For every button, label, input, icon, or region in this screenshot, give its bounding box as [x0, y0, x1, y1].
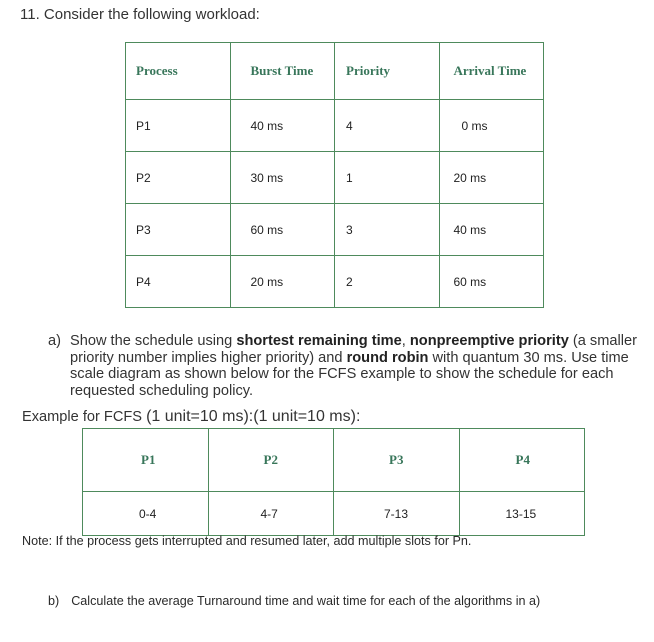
table-row: [126, 152, 544, 204]
example-unit-text: (1 unit=10 ms):(1 unit=10 ms):: [146, 408, 361, 425]
part-a-text-2: ,: [401, 333, 410, 349]
part-a-bold-srt: shortest remaining time: [236, 333, 402, 349]
cell-arrival: 60 ms: [439, 256, 544, 308]
part-a-question: [48, 333, 648, 399]
fcfs-range-row: [83, 492, 585, 536]
cell-burst: 60 ms: [230, 204, 335, 256]
part-a-text: [70, 333, 648, 399]
cell-process: P3: [126, 204, 231, 256]
cell-arrival: 40 ms: [439, 204, 544, 256]
header-process: Process: [126, 43, 231, 100]
fcfs-process-row: [83, 429, 585, 492]
cell-priority: 3: [335, 204, 440, 256]
table-header-row: [126, 43, 544, 100]
fcfs-range-cell: 7-13: [334, 492, 460, 536]
table-row: [126, 204, 544, 256]
cell-process: P1: [126, 100, 231, 152]
note-text: Note: If the process gets interrupted and resumed later, add multiple slots for Pn.: [22, 534, 472, 548]
cell-priority: 1: [335, 152, 440, 204]
part-a-label: a): [48, 333, 61, 349]
fcfs-range-cell: 0-4: [83, 492, 209, 536]
part-a-text-1: Show the schedule using: [70, 333, 237, 349]
cell-priority: 4: [335, 100, 440, 152]
cell-process: P2: [126, 152, 231, 204]
part-a-text-3: (a smaller priority number implies higher priority) and: [70, 333, 637, 366]
part-a-text-4: with quantum 30 ms. Use time scale diagram as shown below for the FCFS example to show the schedule for each requested scheduling policy.: [70, 349, 629, 399]
fcfs-process-cell: P1: [83, 429, 209, 492]
table-row: [126, 256, 544, 308]
example-caption: [22, 408, 360, 426]
fcfs-process-cell: P3: [334, 429, 460, 492]
part-b-label: b): [48, 594, 60, 608]
cell-arrival: 20 ms: [439, 152, 544, 204]
part-a-bold-priority: nonpreemptive priority: [409, 333, 569, 349]
fcfs-process-cell: P2: [208, 429, 334, 492]
fcfs-range-cell: 4-7: [208, 492, 334, 536]
table-row: [126, 100, 544, 152]
fcfs-process-cell: P4: [459, 429, 585, 492]
fcfs-schedule-table: [82, 428, 585, 536]
part-a-bold-rr: round robin: [346, 349, 429, 366]
workload-table: [125, 42, 544, 308]
cell-arrival: 0 ms: [439, 100, 544, 152]
header-arrival-time: Arrival Time: [439, 43, 544, 100]
cell-process: P4: [126, 256, 231, 308]
cell-burst: 30 ms: [230, 152, 335, 204]
header-burst-time: Burst Time: [230, 43, 335, 100]
cell-burst: 20 ms: [230, 256, 335, 308]
part-b-text: Calculate the average Turnaround time and wait time for each of the algorithms in a): [71, 594, 541, 608]
example-prefix: Example for FCFS: [22, 409, 147, 425]
header-priority: Priority: [335, 43, 440, 100]
part-b-question: [48, 594, 540, 608]
fcfs-range-cell: 13-15: [459, 492, 585, 536]
question-title: 11. Consider the following workload:: [20, 6, 260, 23]
cell-burst: 40 ms: [230, 100, 335, 152]
cell-priority: 2: [335, 256, 440, 308]
